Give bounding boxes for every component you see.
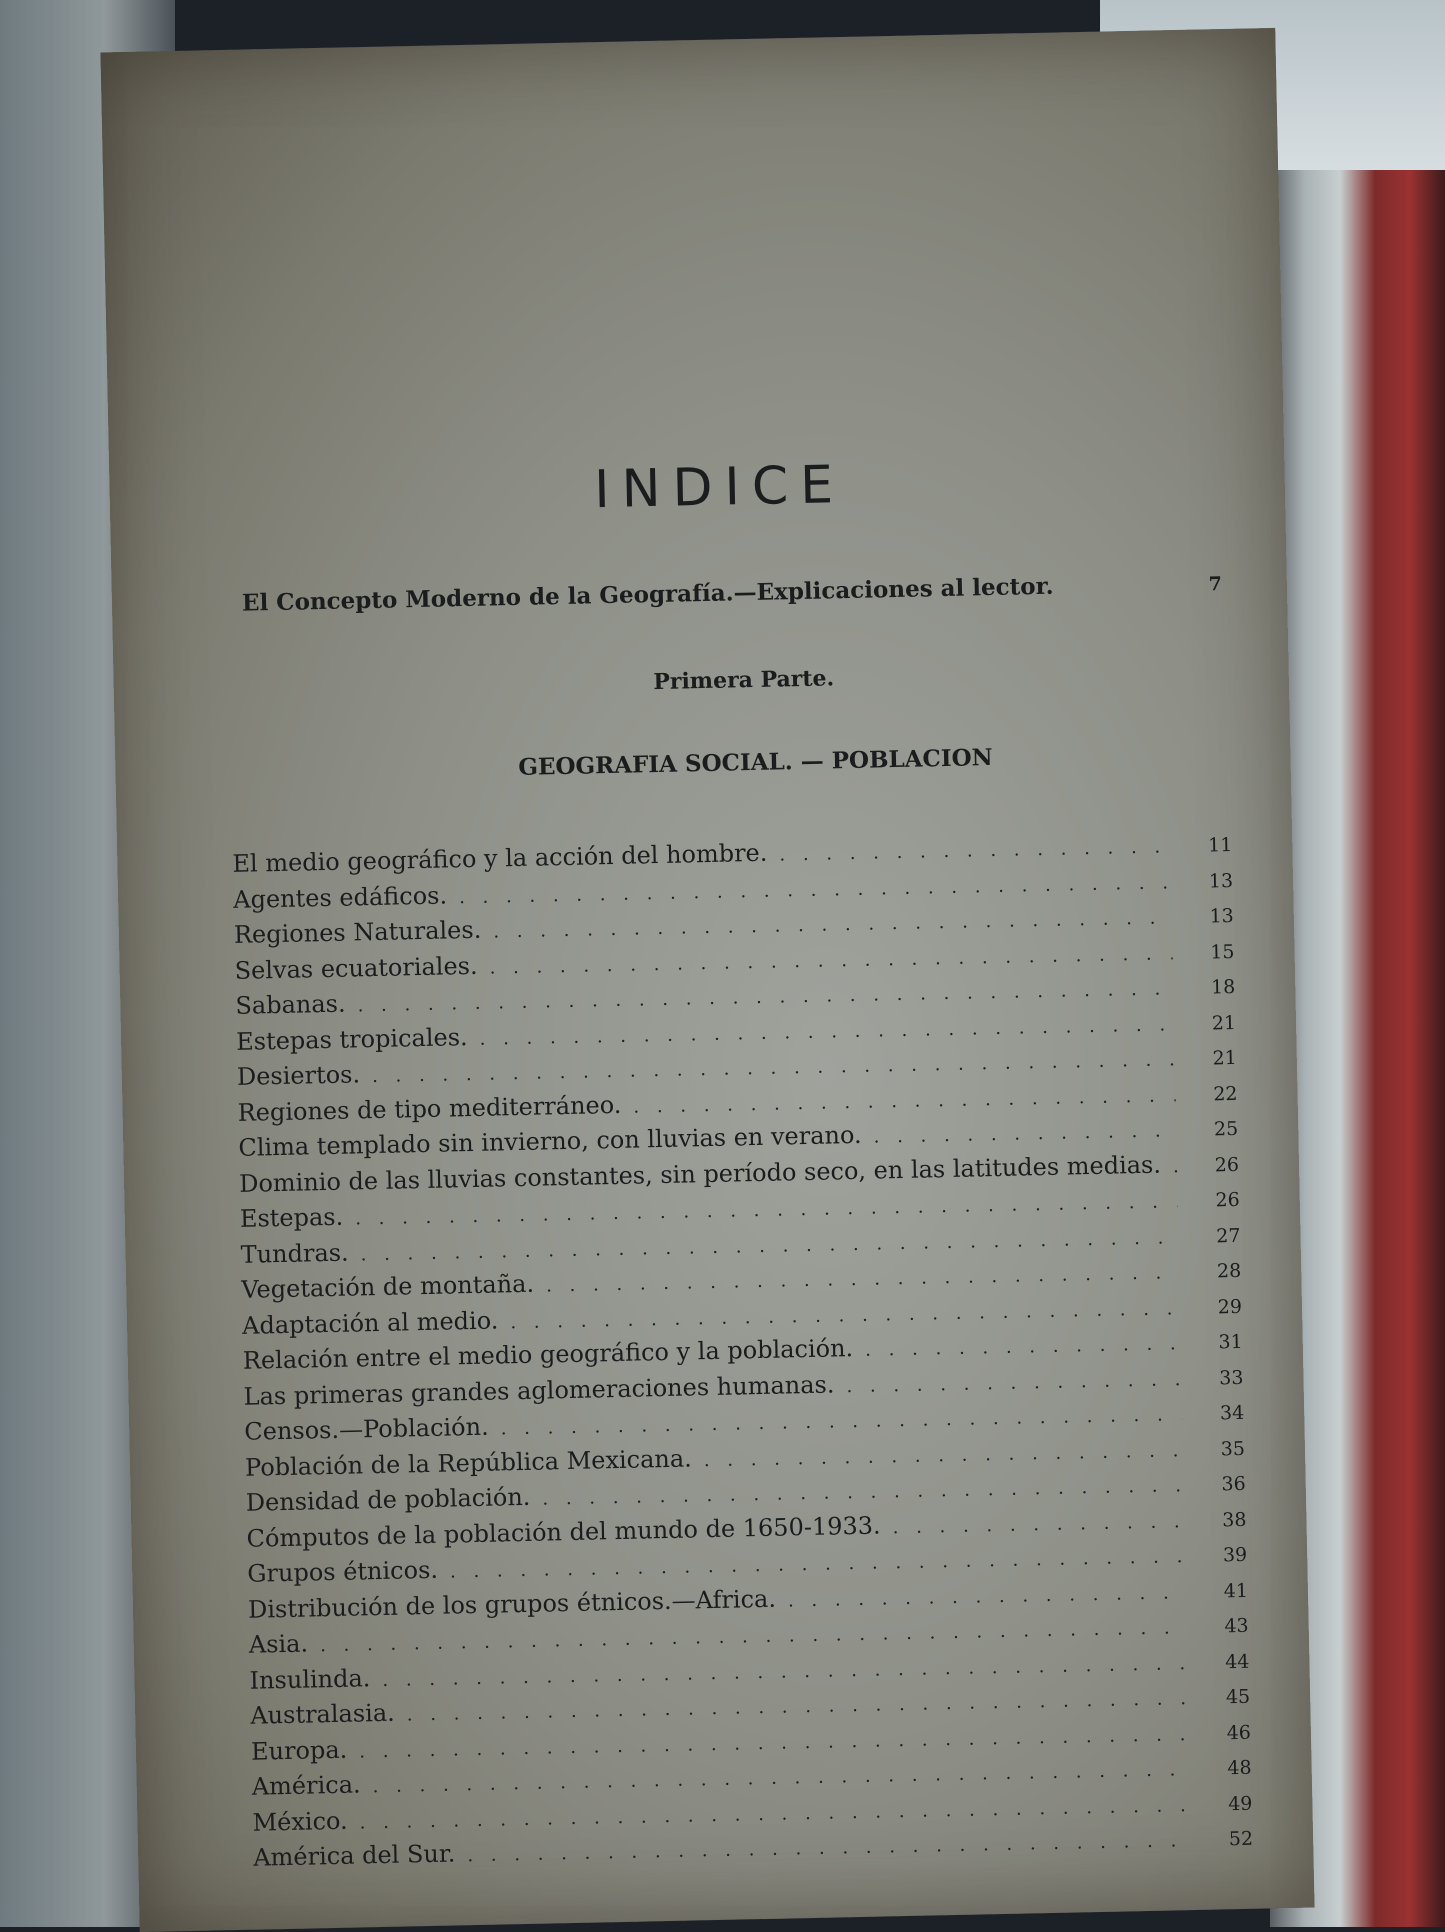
- entry-page: 41: [1223, 1579, 1249, 1602]
- entry-label: Sabanas.: [235, 989, 346, 1020]
- dot-leader: [500, 1404, 1182, 1439]
- entry-label: Regiones Naturales.: [233, 915, 482, 949]
- entry-page: 46: [1226, 1721, 1252, 1744]
- entry-label: Tundras.: [240, 1238, 349, 1269]
- entry-label: Estepas.: [239, 1202, 344, 1233]
- entry-label: Selvas ecuatoriales.: [234, 951, 478, 985]
- book-page: [100, 28, 1314, 1932]
- entry-page: 44: [1224, 1650, 1250, 1673]
- entry-page: 7: [1208, 573, 1223, 596]
- page-title: INDICE: [593, 455, 846, 521]
- entry-page: 13: [1208, 869, 1234, 892]
- entry-label: Regiones de tipo mediterráneo.: [237, 1090, 622, 1127]
- entry-page: 13: [1209, 904, 1235, 928]
- dot-leader: [779, 836, 1170, 865]
- index-content: [210, 29, 1254, 1872]
- dot-leader: [489, 943, 1172, 978]
- entry-label: Desiertos.: [236, 1060, 361, 1091]
- entry-page: 52: [1228, 1827, 1254, 1851]
- entry-page: 28: [1216, 1259, 1242, 1283]
- entry-page: 26: [1214, 1153, 1240, 1176]
- entry-label: Censos.—Población.: [244, 1412, 489, 1446]
- entry-page: 31: [1218, 1330, 1243, 1354]
- entry-page: 27: [1216, 1224, 1241, 1247]
- entry-page: 33: [1219, 1366, 1244, 1389]
- entry-label: Europa.: [250, 1735, 348, 1766]
- dot-leader: [846, 1369, 1181, 1397]
- dot-leader: [865, 1333, 1181, 1361]
- dot-leader: [873, 1120, 1176, 1147]
- entry-label: Densidad de población.: [245, 1482, 531, 1517]
- entry-label: Población de la República Mexicana.: [244, 1443, 693, 1482]
- entry-page: 35: [1220, 1437, 1246, 1460]
- dot-leader: [542, 1475, 1184, 1509]
- entry-page: 29: [1217, 1295, 1243, 1318]
- entry-label: Australasia.: [250, 1698, 396, 1730]
- entry-page: 26: [1215, 1188, 1240, 1212]
- dot-leader: [633, 1085, 1176, 1117]
- dot-leader: [1173, 1156, 1177, 1177]
- entry-page: 34: [1219, 1401, 1245, 1425]
- entry-page: 49: [1227, 1792, 1253, 1815]
- entry-label: El Concepto Moderno de la Geografía.—Explicaciones al lector.: [241, 572, 1054, 617]
- entry-page: 39: [1222, 1543, 1248, 1567]
- entry-page: 25: [1213, 1117, 1239, 1141]
- dot-leader: [788, 1582, 1186, 1611]
- entry-page: 21: [1212, 1046, 1237, 1070]
- entry-page: 18: [1210, 975, 1236, 999]
- entry-label: Distribución de los grupos étnicos.—Africa.: [247, 1584, 777, 1624]
- entry-label: Insulinda.: [249, 1663, 371, 1695]
- index-list: [232, 829, 1253, 1879]
- entry-label: Estepas tropicales.: [235, 1022, 468, 1056]
- entry-label: Relación entre el medio geográfico y la población.: [242, 1334, 854, 1375]
- entry-page: 15: [1210, 940, 1235, 963]
- dot-leader: [546, 1262, 1180, 1296]
- entry-label: América del Sur.: [252, 1839, 456, 1872]
- entry-label: Asia.: [248, 1629, 309, 1659]
- entry-page: 11: [1207, 833, 1233, 857]
- entry-page: 22: [1213, 1082, 1238, 1105]
- entry-label: Cómputos de la población del mundo de 1650-1933.: [246, 1510, 881, 1553]
- dot-leader: [704, 1440, 1184, 1471]
- entry-label: El medio geográfico y la acción del hombre.: [232, 838, 768, 878]
- entry-label: Adaptación al medio.: [241, 1305, 499, 1340]
- entry-page: 21: [1211, 1011, 1237, 1034]
- entry-label: Vegetación de montaña.: [241, 1269, 535, 1304]
- entry-page: 36: [1221, 1472, 1246, 1496]
- entry-label: México.: [252, 1806, 348, 1837]
- part-heading: Primera Parte.: [653, 665, 835, 696]
- entry-page: 45: [1225, 1685, 1251, 1709]
- entry-label: Clima templado sin invierno, con lluvias en verano.: [238, 1120, 862, 1162]
- entry-page: 48: [1227, 1756, 1252, 1780]
- intro-entry: [242, 569, 1222, 617]
- dot-leader: [493, 907, 1172, 942]
- entry-label: Las primeras grandes aglomeraciones humanas.: [243, 1369, 835, 1411]
- entry-page: 38: [1222, 1508, 1247, 1531]
- entry-label: Grupos étnicos.: [247, 1555, 439, 1588]
- entry-label: Dominio de las lluvias constantes, sin período seco, en las latitudes medias.: [238, 1150, 1162, 1198]
- dot-leader: [510, 1298, 1180, 1333]
- entry-page: 43: [1224, 1614, 1249, 1638]
- entry-label: Agentes edáficos.: [232, 880, 448, 914]
- entry-label: América.: [251, 1770, 361, 1801]
- dot-leader: [892, 1511, 1184, 1538]
- section-heading: GEOGRAFIA SOCIAL. — POBLACION: [518, 743, 993, 781]
